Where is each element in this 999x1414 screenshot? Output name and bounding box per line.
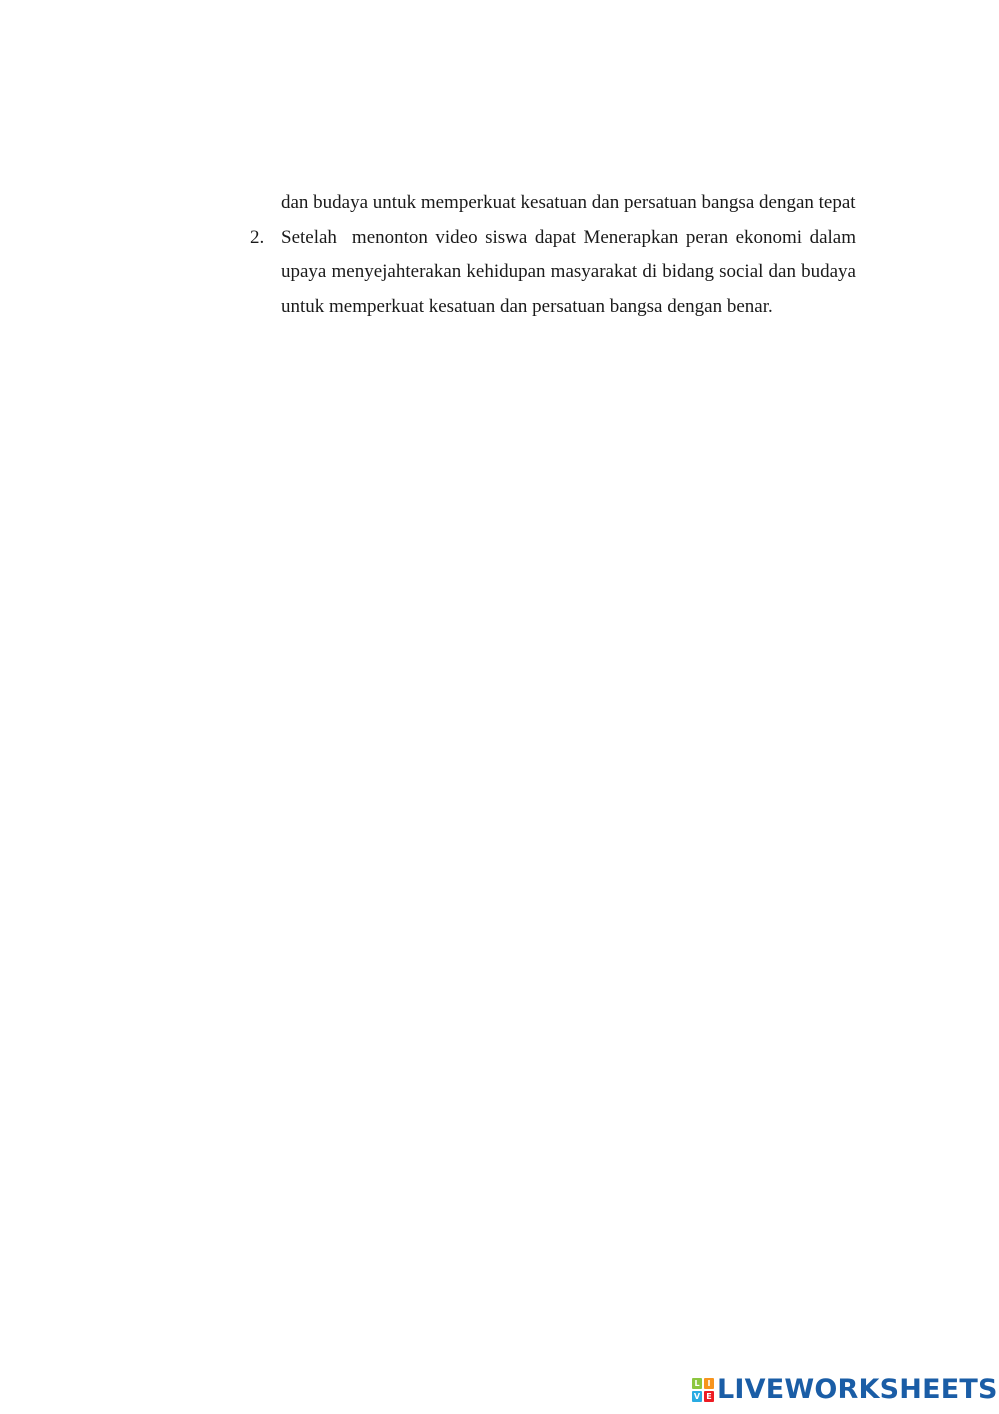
logo-square-v: V	[693, 1392, 701, 1401]
liveworksheets-logo-text: LIVEWORKSHEETS	[717, 1374, 998, 1405]
logo-square-e: E	[704, 1391, 714, 1402]
logo-square-i: I	[704, 1378, 714, 1389]
list-item	[250, 221, 856, 325]
list-item-number: 2.	[250, 226, 265, 248]
logo-square-l: L	[692, 1378, 702, 1389]
continuation-paragraph: dan budaya untuk memperkuat kesatuan dan persatuan bangsa dengan tepat	[281, 192, 856, 213]
liveworksheets-logo-icon	[692, 1378, 714, 1402]
liveworksheets-logo[interactable]	[692, 1374, 998, 1406]
list-item-text: Setelah menonton video siswa dapat Menerapkan peran ekonomi dalam upaya menyejahterakan kehidupan masyarakat di bidang social dan budaya untuk memperkuat kesatuan dan persatuan bangsa dengan benar.	[281, 226, 856, 317]
document-body	[250, 186, 856, 324]
